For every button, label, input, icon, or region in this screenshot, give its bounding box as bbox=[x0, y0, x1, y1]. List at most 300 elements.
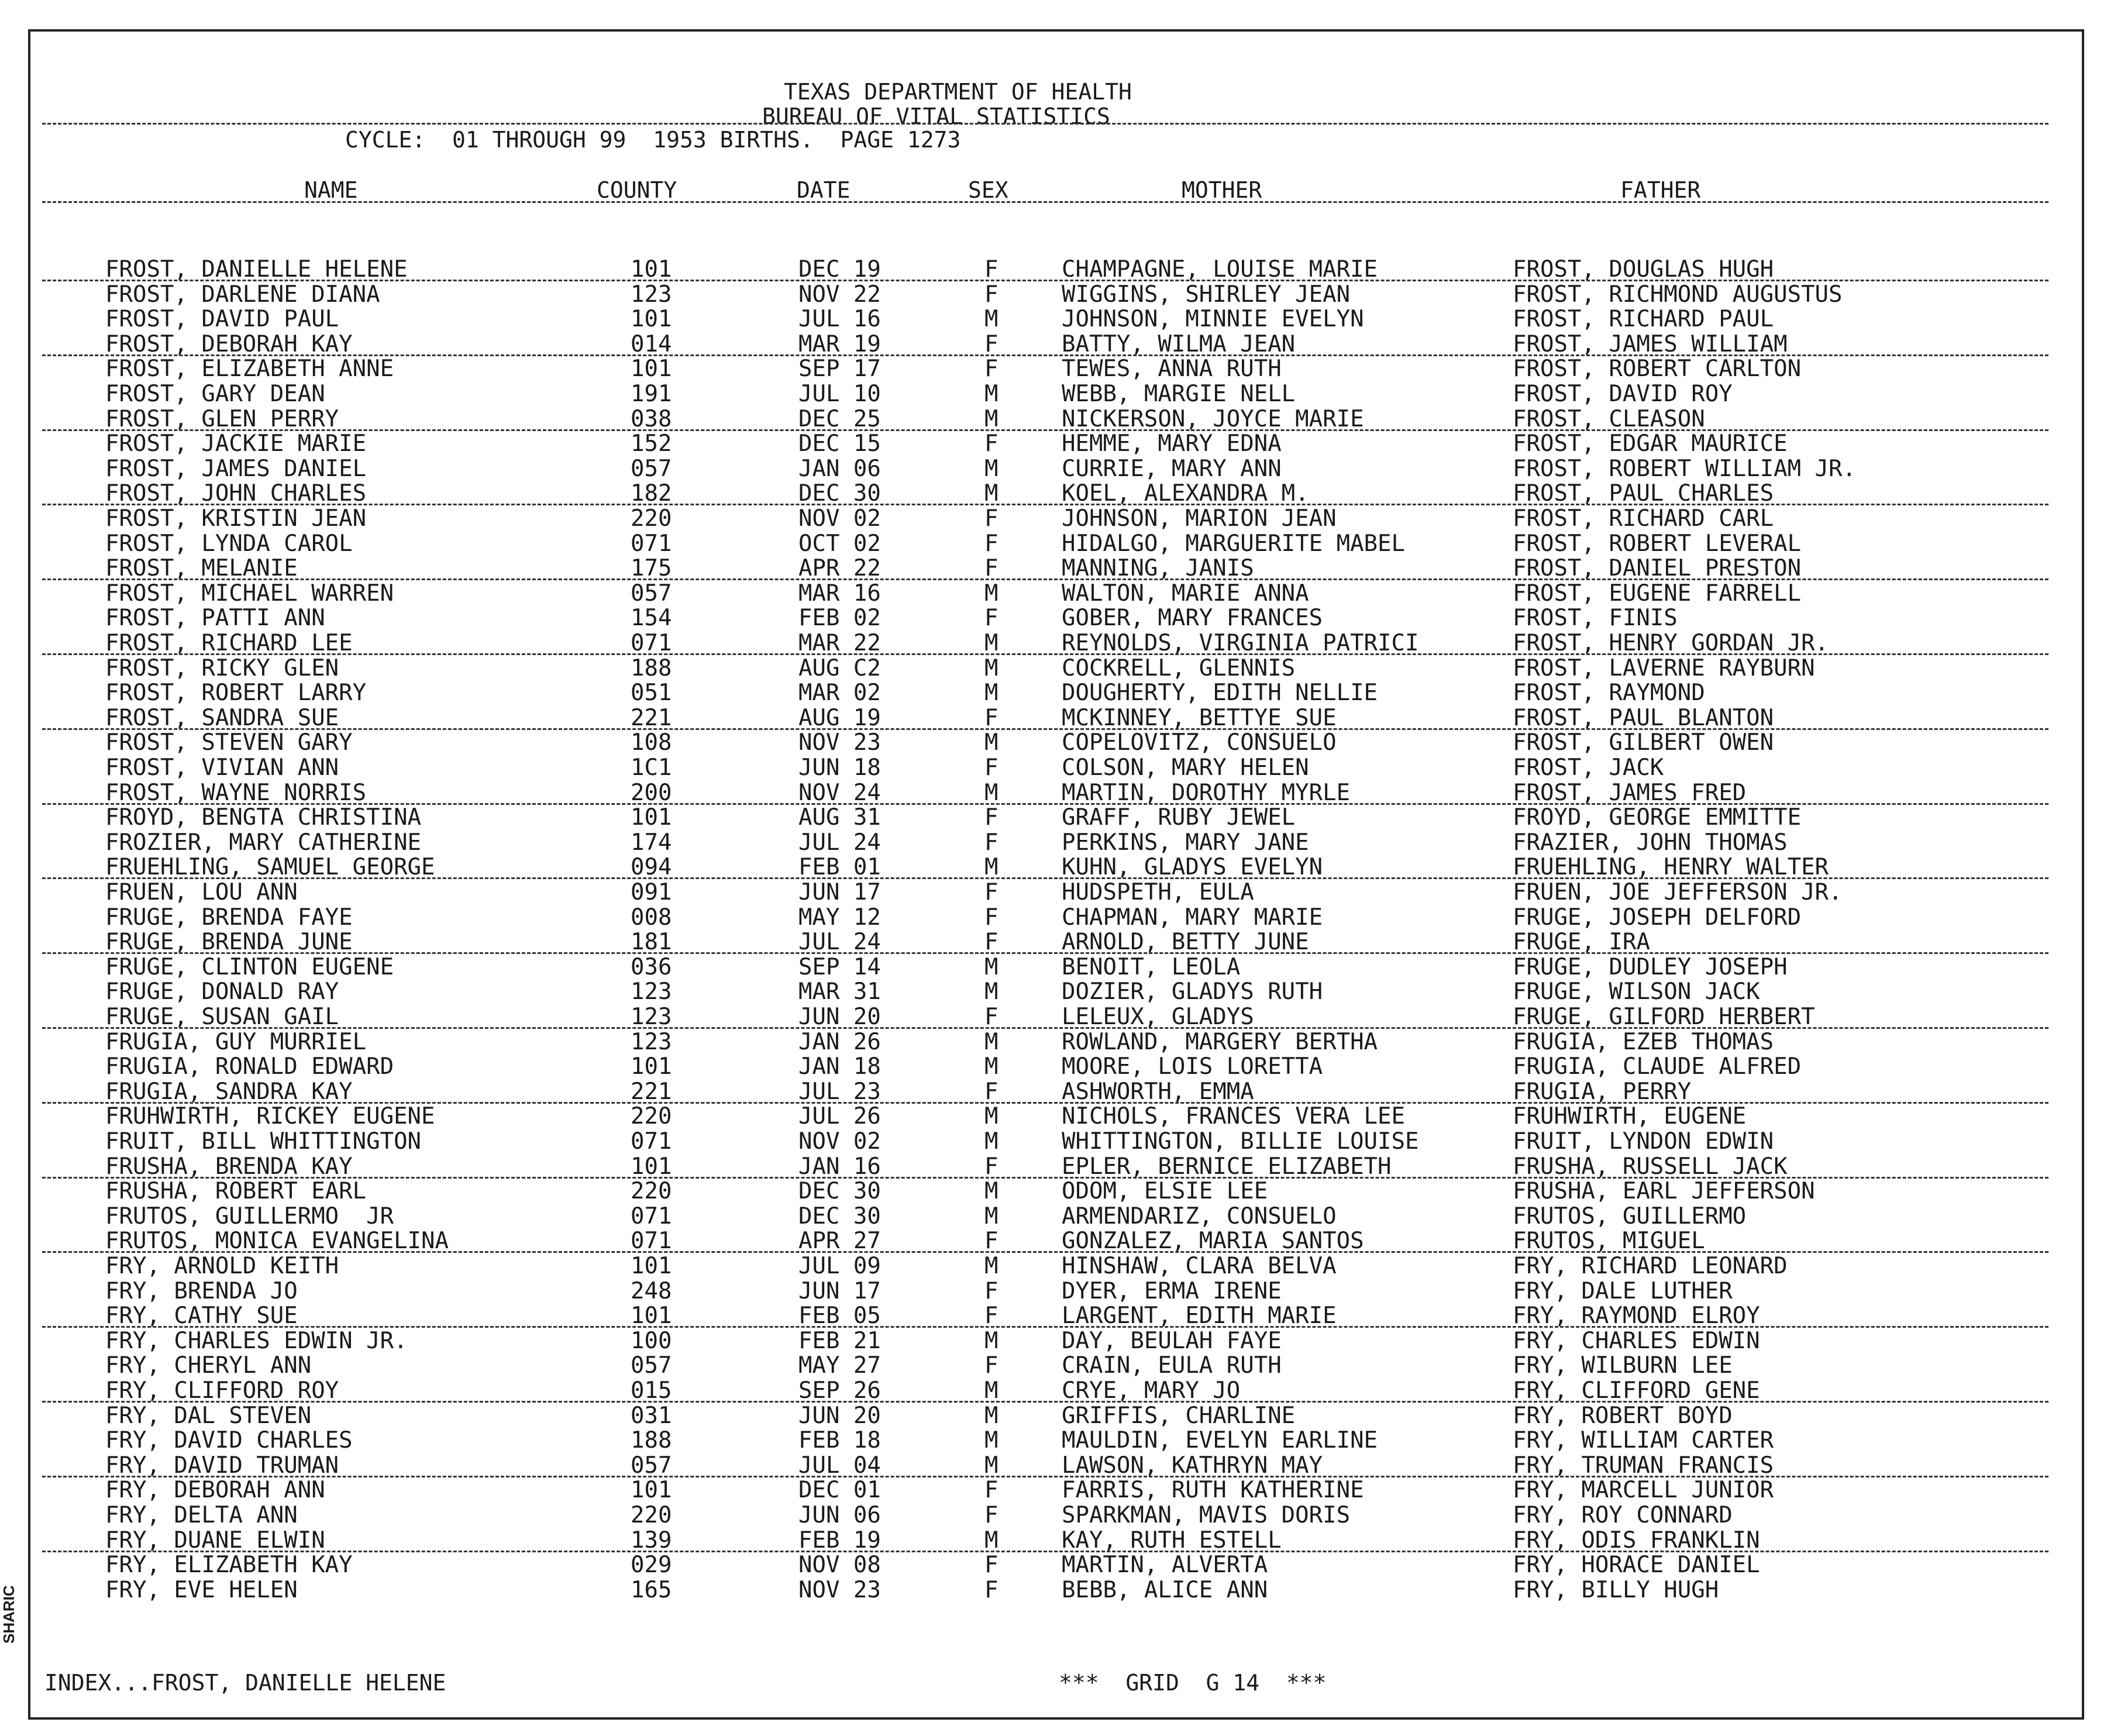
record-father: FRY, HORACE DANIEL bbox=[1513, 1552, 1760, 1579]
record-name: FRUTOS, GUILLERMO JR bbox=[105, 1203, 394, 1229]
record-county: 071 bbox=[631, 1203, 672, 1229]
record-county: 152 bbox=[631, 430, 672, 457]
record-name: FRY, ARNOLD KEITH bbox=[105, 1253, 339, 1279]
record-father: FRUHWIRTH, EUGENE bbox=[1513, 1103, 1747, 1130]
record-father: FROST, DAVID ROY bbox=[1513, 381, 1733, 407]
record-county: 071 bbox=[631, 1228, 672, 1255]
record-father: FROST, RAYMOND bbox=[1513, 680, 1705, 707]
record-father: FROST, DOUGLAS HUGH bbox=[1513, 256, 1774, 283]
record-date: FEB 01 bbox=[798, 854, 881, 881]
record-row bbox=[0, 481, 2106, 506]
record-name: FRUEHLING, SAMUEL GEORGE bbox=[105, 854, 435, 881]
record-sex: F bbox=[984, 330, 999, 357]
record-name: FRUSHA, BRENDA KAY bbox=[105, 1153, 353, 1180]
record-date: FEB 02 bbox=[798, 605, 881, 632]
record-sex: F bbox=[984, 1576, 999, 1603]
record-father: FROST, HENRY GORDAN JR. bbox=[1513, 630, 1829, 656]
record-sex: M bbox=[984, 1128, 999, 1155]
record-county: 175 bbox=[631, 555, 672, 582]
record-county: 057 bbox=[631, 455, 672, 482]
record-row bbox=[0, 1229, 2106, 1253]
record-mother: KAY, RUTH ESTELL bbox=[1062, 1527, 1282, 1554]
record-row bbox=[0, 1453, 2106, 1478]
record-date: SEP 14 bbox=[798, 953, 881, 980]
record-sex: M bbox=[984, 1203, 999, 1229]
record-father: FRY, RICHARD LEONARD bbox=[1513, 1253, 1788, 1279]
record-mother: ARNOLD, BETTY JUNE bbox=[1062, 929, 1309, 956]
row-separator bbox=[42, 1401, 2048, 1403]
record-name: FRUGE, CLINTON EUGENE bbox=[105, 953, 394, 980]
record-county: 101 bbox=[631, 1153, 672, 1180]
record-sex: F bbox=[984, 505, 999, 532]
record-father: FRUTOS, GUILLERMO bbox=[1513, 1203, 1747, 1229]
record-county: 057 bbox=[631, 1452, 672, 1479]
record-sex: M bbox=[984, 480, 999, 507]
record-mother: BEBB, ALICE ANN bbox=[1062, 1576, 1268, 1603]
record-county: 051 bbox=[631, 680, 672, 707]
record-mother: DOUGHERTY, EDITH NELLIE bbox=[1062, 680, 1378, 707]
record-name: FRY, DELTA ANN bbox=[105, 1502, 298, 1528]
record-county: 014 bbox=[631, 330, 672, 357]
record-row bbox=[0, 432, 2106, 456]
col-sex-header: SEX bbox=[968, 177, 1008, 203]
record-sex: M bbox=[984, 1053, 999, 1080]
record-row bbox=[0, 1005, 2106, 1029]
record-date: FEB 21 bbox=[798, 1327, 881, 1354]
col-mother-header: MOTHER bbox=[1182, 177, 1262, 203]
col-father-header: FATHER bbox=[1620, 177, 1701, 203]
record-county: 188 bbox=[631, 1427, 672, 1454]
record-father: FROST, DANIEL PRESTON bbox=[1513, 555, 1802, 582]
record-name: FROST, DARLENE DIANA bbox=[105, 281, 380, 308]
record-name: FRY, CHARLES EDWIN JR. bbox=[105, 1327, 408, 1354]
record-row bbox=[0, 1428, 2106, 1453]
record-county: 015 bbox=[631, 1377, 672, 1404]
record-county: 071 bbox=[631, 1128, 672, 1155]
record-sex: M bbox=[984, 854, 999, 881]
record-date: JUL 23 bbox=[798, 1078, 881, 1105]
record-sex: M bbox=[984, 1178, 999, 1205]
record-date: OCT 02 bbox=[798, 530, 881, 557]
record-county: 123 bbox=[631, 979, 672, 1005]
record-father: FROST, ROBERT LEVERAL bbox=[1513, 530, 1802, 557]
record-mother: COCKRELL, GLENNIS bbox=[1062, 655, 1296, 681]
record-father: FROST, FINIS bbox=[1513, 605, 1678, 632]
record-row bbox=[0, 1179, 2106, 1204]
record-mother: MCKINNEY, BETTYE SUE bbox=[1062, 704, 1337, 731]
record-sex: M bbox=[984, 306, 999, 333]
record-mother: WEBB, MARGIE NELL bbox=[1062, 381, 1296, 407]
record-county: 220 bbox=[631, 505, 672, 532]
record-name: FRY, DAL STEVEN bbox=[105, 1402, 312, 1429]
record-mother: GONZALEZ, MARIA SANTOS bbox=[1062, 1228, 1364, 1255]
record-name: FRY, BRENDA JO bbox=[105, 1277, 298, 1304]
record-date: AUG 31 bbox=[798, 804, 881, 831]
record-sex: F bbox=[984, 430, 999, 457]
record-mother: CHAMPAGNE, LOUISE MARIE bbox=[1062, 256, 1378, 283]
record-sex: M bbox=[984, 1253, 999, 1279]
record-sex: M bbox=[984, 953, 999, 980]
record-name: FROST, DANIELLE HELENE bbox=[105, 256, 408, 283]
record-mother: NICHOLS, FRANCES VERA LEE bbox=[1062, 1103, 1405, 1130]
record-father: FRY, WILLIAM CARTER bbox=[1513, 1427, 1774, 1454]
record-county: 094 bbox=[631, 854, 672, 881]
record-father: FRY, CHARLES EDWIN bbox=[1513, 1327, 1760, 1354]
record-row bbox=[0, 880, 2106, 905]
record-row bbox=[0, 1055, 2106, 1079]
record-father: FRY, ODIS FRANKLIN bbox=[1513, 1527, 1760, 1554]
record-name: FROST, JAMES DANIEL bbox=[105, 455, 367, 482]
record-name: FROST, GARY DEAN bbox=[105, 381, 325, 407]
record-date: NOV 23 bbox=[798, 729, 881, 756]
record-mother: WHITTINGTON, BILLIE LOUISE bbox=[1062, 1128, 1419, 1155]
record-row bbox=[0, 1254, 2106, 1279]
record-row bbox=[0, 1204, 2106, 1229]
record-row bbox=[0, 706, 2106, 731]
record-row bbox=[0, 307, 2106, 332]
record-date: APR 22 bbox=[798, 555, 881, 582]
record-date: SEP 17 bbox=[798, 356, 881, 383]
record-mother: SPARKMAN, MAVIS DORIS bbox=[1062, 1502, 1351, 1528]
record-mother: CURRIE, MARY ANN bbox=[1062, 455, 1282, 482]
record-mother: GOBER, MARY FRANCES bbox=[1062, 605, 1323, 632]
record-mother: JOHNSON, MARION JEAN bbox=[1062, 505, 1337, 532]
record-county: 220 bbox=[631, 1103, 672, 1130]
record-county: 220 bbox=[631, 1502, 672, 1528]
record-row bbox=[0, 606, 2106, 631]
record-father: FRUGIA, EZEB THOMAS bbox=[1513, 1028, 1774, 1055]
record-mother: MAULDIN, EVELYN EARLINE bbox=[1062, 1427, 1378, 1454]
record-mother: GRAFF, RUBY JEWEL bbox=[1062, 804, 1296, 831]
record-father: FRY, DALE LUTHER bbox=[1513, 1277, 1733, 1304]
record-sex: F bbox=[984, 1153, 999, 1180]
record-date: JAN 26 bbox=[798, 1028, 881, 1055]
record-sex: F bbox=[984, 929, 999, 956]
record-father: FRUGE, DUDLEY JOSEPH bbox=[1513, 953, 1788, 980]
record-sex: F bbox=[984, 1277, 999, 1304]
record-sex: F bbox=[984, 281, 999, 308]
record-row bbox=[0, 357, 2106, 381]
record-father: FRUEHLING, HENRY WALTER bbox=[1513, 854, 1829, 881]
record-mother: DOZIER, GLADYS RUTH bbox=[1062, 979, 1323, 1005]
record-name: FRY, CHERYL ANN bbox=[105, 1352, 312, 1379]
record-mother: MARTIN, ALVERTA bbox=[1062, 1552, 1268, 1579]
record-county: 071 bbox=[631, 630, 672, 656]
record-county: 139 bbox=[631, 1527, 672, 1554]
record-county: 221 bbox=[631, 1078, 672, 1105]
record-father: FRY, MARCELL JUNIOR bbox=[1513, 1477, 1774, 1504]
record-father: FROST, RICHARD CARL bbox=[1513, 505, 1774, 532]
record-sex: F bbox=[984, 356, 999, 383]
record-name: FRUGIA, RONALD EDWARD bbox=[105, 1053, 394, 1080]
record-row bbox=[0, 855, 2106, 880]
record-name: FROST, SANDRA SUE bbox=[105, 704, 339, 731]
record-mother: KOEL, ALEXANDRA M. bbox=[1062, 480, 1309, 507]
record-name: FROST, RICHARD LEE bbox=[105, 630, 353, 656]
record-county: 057 bbox=[631, 580, 672, 607]
record-date: JUL 26 bbox=[798, 1103, 881, 1130]
record-sex: F bbox=[984, 1477, 999, 1504]
record-father: FRUGIA, CLAUDE ALFRED bbox=[1513, 1053, 1802, 1080]
record-date: MAY 12 bbox=[798, 904, 881, 931]
record-name: FROST, GLEN PERRY bbox=[105, 405, 339, 432]
record-mother: TEWES, ANNA RUTH bbox=[1062, 356, 1282, 383]
record-row bbox=[0, 507, 2106, 531]
record-mother: CRYE, MARY JO bbox=[1062, 1377, 1241, 1404]
record-sex: F bbox=[984, 704, 999, 731]
record-father: FROST, ROBERT WILLIAM JR. bbox=[1513, 455, 1856, 482]
record-row bbox=[0, 283, 2106, 307]
record-mother: CHAPMAN, MARY MARIE bbox=[1062, 904, 1323, 931]
record-date: SEP 26 bbox=[798, 1377, 881, 1404]
record-mother: NICKERSON, JOYCE MARIE bbox=[1062, 405, 1364, 432]
record-father: FRUGE, WILSON JACK bbox=[1513, 979, 1760, 1005]
record-name: FROST, ROBERT LARRY bbox=[105, 680, 367, 707]
record-row bbox=[0, 805, 2106, 830]
record-date: JAN 16 bbox=[798, 1153, 881, 1180]
record-father: FROST, RICHMOND AUGUSTUS bbox=[1513, 281, 1843, 308]
record-mother: PERKINS, MARY JANE bbox=[1062, 829, 1309, 856]
record-county: 248 bbox=[631, 1277, 672, 1304]
record-name: FRUGE, BRENDA JUNE bbox=[105, 929, 353, 956]
record-mother: REYNOLDS, VIRGINIA PATRICI bbox=[1062, 630, 1419, 656]
column-header-divider bbox=[42, 201, 2048, 203]
record-father: FRUGE, JOSEPH DELFORD bbox=[1513, 904, 1802, 931]
record-mother: HUDSPETH, EULA bbox=[1062, 879, 1254, 905]
record-date: DEC 01 bbox=[798, 1477, 881, 1504]
record-row bbox=[0, 1379, 2106, 1403]
record-name: FROST, JACKIE MARIE bbox=[105, 430, 367, 457]
record-county: 036 bbox=[631, 953, 672, 980]
record-row bbox=[0, 382, 2106, 407]
record-county: 101 bbox=[631, 804, 672, 831]
record-mother: DAY, BEULAH FAYE bbox=[1062, 1327, 1282, 1354]
record-date: MAR 16 bbox=[798, 580, 881, 607]
record-mother: CRAIN, EULA RUTH bbox=[1062, 1352, 1282, 1379]
record-sex: M bbox=[984, 455, 999, 482]
record-name: FROST, STEVEN GARY bbox=[105, 729, 353, 756]
record-date: MAR 31 bbox=[798, 979, 881, 1005]
record-row bbox=[0, 1104, 2106, 1129]
record-county: 038 bbox=[631, 405, 672, 432]
record-county: 031 bbox=[631, 1402, 672, 1429]
record-date: JUN 20 bbox=[798, 1004, 881, 1030]
record-name: FRY, DEBORAH ANN bbox=[105, 1477, 325, 1504]
record-county: 057 bbox=[631, 1352, 672, 1379]
record-date: JUL 04 bbox=[798, 1452, 881, 1479]
record-county: 181 bbox=[631, 929, 672, 956]
record-mother: LAWSON, KATHRYN MAY bbox=[1062, 1452, 1323, 1479]
record-sex: M bbox=[984, 680, 999, 707]
record-sex: F bbox=[984, 879, 999, 905]
record-mother: FARRIS, RUTH KATHERINE bbox=[1062, 1477, 1364, 1504]
record-sex: M bbox=[984, 405, 999, 432]
record-row bbox=[0, 1329, 2106, 1353]
record-sex: F bbox=[984, 1303, 999, 1329]
record-date: DEC 25 bbox=[798, 405, 881, 432]
record-mother: LELEUX, GLADYS bbox=[1062, 1004, 1254, 1030]
record-mother: ARMENDARIZ, CONSUELO bbox=[1062, 1203, 1337, 1229]
record-row bbox=[0, 1353, 2106, 1378]
record-row bbox=[0, 831, 2106, 855]
record-name: FROST, ELIZABETH ANNE bbox=[105, 356, 394, 383]
record-father: FRUGE, GILFORD HERBERT bbox=[1513, 1004, 1815, 1030]
record-date: DEC 30 bbox=[798, 480, 881, 507]
record-row bbox=[0, 1080, 2106, 1104]
record-father: FRY, BILLY HUGH bbox=[1513, 1576, 1719, 1603]
record-name: FRUEN, LOU ANN bbox=[105, 879, 298, 905]
record-father: FROST, LAVERNE RAYBURN bbox=[1513, 655, 1815, 681]
record-sex: F bbox=[984, 1352, 999, 1379]
record-county: 221 bbox=[631, 704, 672, 731]
record-name: FROST, DEBORAH KAY bbox=[105, 330, 353, 357]
record-date: FEB 05 bbox=[798, 1303, 881, 1329]
record-county: 101 bbox=[631, 1253, 672, 1279]
record-sex: M bbox=[984, 1103, 999, 1130]
record-name: FRUSHA, ROBERT EARL bbox=[105, 1178, 367, 1205]
record-mother: MOORE, LOIS LORETTA bbox=[1062, 1053, 1323, 1080]
bureau-title: BUREAU OF VITAL STATISTICS bbox=[762, 104, 1110, 129]
record-mother: GRIFFIS, CHARLINE bbox=[1062, 1402, 1296, 1429]
record-name: FROYD, BENGTA CHRISTINA bbox=[105, 804, 422, 831]
record-father: FROYD, GEORGE EMMITTE bbox=[1513, 804, 1802, 831]
record-row bbox=[0, 1404, 2106, 1428]
record-name: FROST, MICHAEL WARREN bbox=[105, 580, 394, 607]
record-county: 091 bbox=[631, 879, 672, 905]
record-sex: M bbox=[984, 381, 999, 407]
record-name: FROST, WAYNE NORRIS bbox=[105, 779, 367, 806]
record-name: FROST, MELANIE bbox=[105, 555, 298, 582]
record-date: MAR 19 bbox=[798, 330, 881, 357]
record-mother: BATTY, WILMA JEAN bbox=[1062, 330, 1296, 357]
record-county: 123 bbox=[631, 281, 672, 308]
record-sex: M bbox=[984, 630, 999, 656]
record-name: FRY, DAVID TRUMAN bbox=[105, 1452, 339, 1479]
record-date: APR 27 bbox=[798, 1228, 881, 1255]
record-name: FROST, JOHN CHARLES bbox=[105, 480, 367, 507]
record-father: FRUSHA, EARL JEFFERSON bbox=[1513, 1178, 1815, 1205]
record-date: JUL 09 bbox=[798, 1253, 881, 1279]
index-footer: INDEX...FROST, DANIELLE HELENE bbox=[44, 1670, 446, 1696]
record-name: FROZIER, MARY CATHERINE bbox=[105, 829, 422, 856]
record-row bbox=[0, 656, 2106, 681]
record-name: FRUGIA, GUY MURRIEL bbox=[105, 1028, 367, 1055]
grid-footer: *** GRID G 14 *** bbox=[1059, 1670, 1327, 1696]
record-father: FRUIT, LYNDON EDWIN bbox=[1513, 1128, 1774, 1155]
record-mother: DYER, ERMA IRENE bbox=[1062, 1277, 1282, 1304]
record-row bbox=[0, 930, 2106, 955]
record-name: FRUGE, DONALD RAY bbox=[105, 979, 339, 1005]
record-mother: HEMME, MARY EDNA bbox=[1062, 430, 1282, 457]
record-row bbox=[0, 905, 2106, 930]
record-sex: M bbox=[984, 580, 999, 607]
record-mother: KUHN, GLADYS EVELYN bbox=[1062, 854, 1323, 881]
record-father: FROST, CLEASON bbox=[1513, 405, 1705, 432]
record-sex: F bbox=[984, 605, 999, 632]
record-name: FROST, LYNDA CAROL bbox=[105, 530, 353, 557]
record-date: JUN 18 bbox=[798, 755, 881, 781]
record-sex: F bbox=[984, 530, 999, 557]
record-father: FRY, WILBURN LEE bbox=[1513, 1352, 1733, 1379]
record-name: FRY, DUANE ELWIN bbox=[105, 1527, 325, 1554]
record-name: FRUHWIRTH, RICKEY EUGENE bbox=[105, 1103, 435, 1130]
record-sex: M bbox=[984, 1452, 999, 1479]
record-county: 101 bbox=[631, 1303, 672, 1329]
record-county: 101 bbox=[631, 1053, 672, 1080]
record-date: NOV 02 bbox=[798, 1128, 881, 1155]
record-county: 174 bbox=[631, 829, 672, 856]
agency-title: TEXAS DEPARTMENT OF HEALTH bbox=[784, 79, 1132, 105]
record-mother: BENOIT, LEOLA bbox=[1062, 953, 1241, 980]
record-row bbox=[0, 581, 2106, 606]
record-father: FRUEN, JOE JEFFERSON JR. bbox=[1513, 879, 1843, 905]
record-father: FROST, EDGAR MAURICE bbox=[1513, 430, 1788, 457]
record-date: JAN 06 bbox=[798, 455, 881, 482]
record-sex: F bbox=[984, 829, 999, 856]
record-row bbox=[0, 1578, 2106, 1603]
record-father: FROST, GILBERT OWEN bbox=[1513, 729, 1774, 756]
record-row bbox=[0, 1155, 2106, 1179]
col-county-header: COUNTY bbox=[597, 177, 677, 203]
record-father: FRAZIER, JOHN THOMAS bbox=[1513, 829, 1788, 856]
record-name: FRY, DAVID CHARLES bbox=[105, 1427, 353, 1454]
record-county: 200 bbox=[631, 779, 672, 806]
record-date: NOV 08 bbox=[798, 1552, 881, 1579]
record-father: FRY, TRUMAN FRANCIS bbox=[1513, 1452, 1774, 1479]
record-name: FRY, ELIZABETH KAY bbox=[105, 1552, 353, 1579]
record-sex: M bbox=[984, 1427, 999, 1454]
record-father: FRY, CLIFFORD GENE bbox=[1513, 1377, 1760, 1404]
record-date: JUN 06 bbox=[798, 1502, 881, 1528]
record-row bbox=[0, 532, 2106, 556]
record-county: 101 bbox=[631, 356, 672, 383]
cycle-line: CYCLE: 01 THROUGH 99 1953 BIRTHS. PAGE 1273 bbox=[345, 127, 961, 153]
record-mother: JOHNSON, MINNIE EVELYN bbox=[1062, 306, 1364, 333]
record-name: FROST, PATTI ANN bbox=[105, 605, 325, 632]
record-row bbox=[0, 681, 2106, 705]
record-county: 182 bbox=[631, 480, 672, 507]
record-sex: M bbox=[984, 1327, 999, 1354]
record-date: JAN 18 bbox=[798, 1053, 881, 1080]
record-date: MAR 22 bbox=[798, 630, 881, 656]
record-father: FRUGE, IRA bbox=[1513, 929, 1650, 956]
record-county: 165 bbox=[631, 1576, 672, 1603]
side-label: SHARIC bbox=[0, 1585, 18, 1644]
record-date: FEB 19 bbox=[798, 1527, 881, 1554]
record-sex: F bbox=[984, 804, 999, 831]
record-county: 101 bbox=[631, 256, 672, 283]
record-sex: M bbox=[984, 1028, 999, 1055]
record-row bbox=[0, 1129, 2106, 1154]
record-date: NOV 24 bbox=[798, 779, 881, 806]
record-sex: M bbox=[984, 729, 999, 756]
record-father: FROST, JAMES WILLIAM bbox=[1513, 330, 1788, 357]
record-father: FRUTOS, MIGUEL bbox=[1513, 1228, 1705, 1255]
record-sex: F bbox=[984, 1552, 999, 1579]
record-father: FRUGIA, PERRY bbox=[1513, 1078, 1692, 1105]
record-row bbox=[0, 1030, 2106, 1055]
record-sex: M bbox=[984, 1527, 999, 1554]
record-row bbox=[0, 1304, 2106, 1328]
record-county: 188 bbox=[631, 655, 672, 681]
record-county: 071 bbox=[631, 530, 672, 557]
record-date: DEC 30 bbox=[798, 1203, 881, 1229]
record-name: FRY, CATHY SUE bbox=[105, 1303, 298, 1329]
record-date: MAR 02 bbox=[798, 680, 881, 707]
record-date: JUN 20 bbox=[798, 1402, 881, 1429]
record-date: JUL 10 bbox=[798, 381, 881, 407]
record-sex: F bbox=[984, 1502, 999, 1528]
